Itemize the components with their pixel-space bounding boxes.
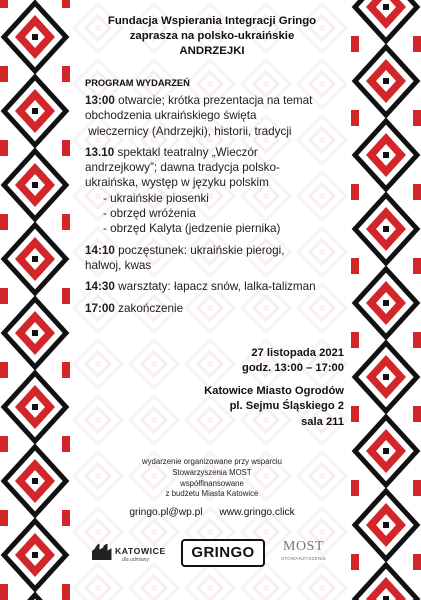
katowice-tagline: dla odmiany <box>122 557 149 563</box>
date-block <box>242 346 344 377</box>
program-text: wieczernicy (Andrzejki), historii, tradycji <box>85 124 292 138</box>
program-text: ukraińska, występ w języku polskim <box>85 176 269 190</box>
program-text: andrzejkowy”; dawna tradycja polsko- <box>85 161 280 175</box>
program-time: 14:30 <box>85 280 115 294</box>
program-item <box>85 301 347 316</box>
program-text: otwarcie; krótka prezentacja na temat <box>118 94 313 107</box>
support-line: Stowarzyszenia MOST <box>172 467 252 477</box>
right-embroidery-border <box>351 0 421 600</box>
contact-email[interactable]: gringo.pl@wp.pl <box>129 507 203 518</box>
program-item <box>85 279 347 294</box>
contact-website[interactable]: www.gringo.click <box>219 507 295 518</box>
program-item <box>85 145 347 237</box>
program-subitem: - obrzęd wróżenia <box>103 207 196 221</box>
support-line: wydarzenie organizowane przy wsparciu <box>142 457 282 466</box>
katowice-skyline-icon <box>92 544 112 560</box>
program-time: 14:10 <box>85 243 115 257</box>
most-wordmark: MOST <box>283 539 324 554</box>
venue-room: sala 211 <box>301 415 344 428</box>
venue-city: Katowice Miasto Ogrodów <box>204 385 344 397</box>
most-logo <box>279 537 331 569</box>
event-title: ANDRZEJKI <box>179 45 245 57</box>
program-time: 17:00 <box>85 301 115 315</box>
most-tagline: STOWARZYSZENIE <box>281 556 327 561</box>
support-line: z budżetu Miasta Katowice <box>165 489 259 499</box>
program-text: warsztaty: łapacz snów, lalka-talizman <box>118 280 316 294</box>
organizer-line: Fundacja Wspierania Integracji Gringo <box>107 15 317 27</box>
program-text: zakończenie <box>118 301 184 315</box>
program-time: 13.10 <box>85 145 115 159</box>
support-note <box>78 457 346 500</box>
event-hours: godz. 13:00 – 17:00 <box>242 362 344 375</box>
program-subitem: - ukraińskie piosenki <box>103 191 209 205</box>
program-item <box>85 93 347 139</box>
invitation-line: zaprasza na polsko-ukraińskie <box>129 30 295 42</box>
poster-content <box>78 0 346 600</box>
program-text: spektakl teatralny „Wieczór <box>117 145 258 159</box>
support-line: współfinansowane <box>180 478 244 488</box>
program-text: poczęstunek: ukraińskie pierogi, <box>118 243 285 257</box>
left-embroidery-border <box>0 0 70 600</box>
gringo-logo <box>181 539 265 567</box>
program-time: 13:00 <box>85 94 115 107</box>
program-text: halwoj, kwas <box>85 258 152 272</box>
program-heading: PROGRAM WYDARZEŃ <box>85 78 190 88</box>
event-date: 27 listopada 2021 <box>251 347 344 359</box>
contacts <box>78 507 346 518</box>
venue-block <box>204 384 344 430</box>
sponsor-logos <box>0 535 421 575</box>
gringo-wordmark: GRINGO <box>191 544 255 561</box>
program-text: obchodzenia ukraińskiego święta <box>85 109 257 123</box>
poster-header <box>78 14 346 59</box>
program-subitem: - obrzęd Kalyta (jedzenie piernika) <box>103 222 281 236</box>
program-section <box>85 78 347 322</box>
program-item <box>85 243 347 274</box>
katowice-wordmark: KATOWICE <box>115 546 166 556</box>
katowice-logo <box>92 540 170 572</box>
venue-address: pl. Sejmu Śląskiego 2 <box>229 400 344 413</box>
